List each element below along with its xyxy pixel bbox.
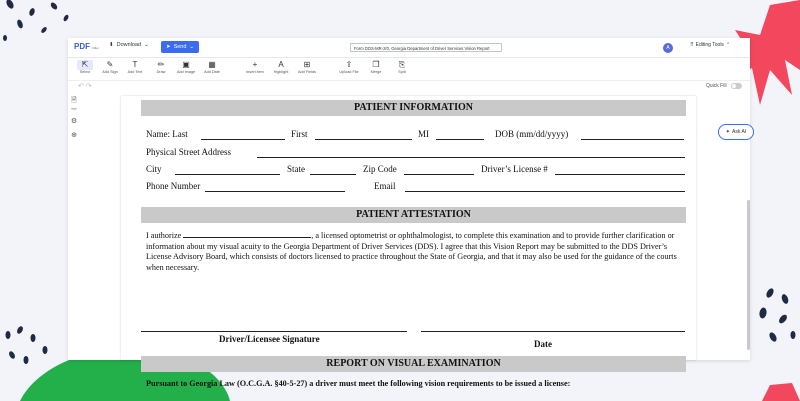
app-logo[interactable]: PDF Filler xyxy=(74,42,99,51)
label-email: Email xyxy=(374,181,396,191)
label-first: First xyxy=(291,129,308,139)
field-signature[interactable] xyxy=(141,331,407,332)
field-mi[interactable] xyxy=(436,139,484,140)
law-text: Pursuant to Georgia Law (O.C.G.A. §40-5-27) a driver must meet the following vision requirements to be issued a license: xyxy=(146,379,571,388)
fields-icon: ⊞ xyxy=(303,60,311,69)
tool-add-fields[interactable]: ⊞ Add Fields xyxy=(293,60,321,74)
download-button[interactable]: ⬇ Download ⌄ xyxy=(109,42,149,48)
undo-redo[interactable] xyxy=(78,82,92,90)
left-sidebar xyxy=(68,96,80,145)
avatar[interactable]: A xyxy=(663,43,673,53)
label-city: City xyxy=(146,164,162,174)
redo-icon[interactable]: ↷ xyxy=(85,83,92,90)
report-visual-exam-header: REPORT ON VISUAL EXAMINATION xyxy=(141,356,686,372)
editing-tools-menu[interactable]: ⠿ Editing Tools ⌃ xyxy=(690,42,731,48)
tool-select[interactable]: ⇱ Select xyxy=(71,60,99,74)
tool-add-date[interactable]: ▦ Add Date xyxy=(198,60,226,74)
label-mi: MI xyxy=(418,129,429,139)
plus-icon: + xyxy=(252,60,258,69)
app-window xyxy=(68,38,750,388)
pdf-page xyxy=(121,96,696,388)
image-icon: ▣ xyxy=(182,60,190,69)
split-icon: ⎘ xyxy=(398,60,406,69)
chevron-up-icon: ⌃ xyxy=(725,42,731,48)
tool-split[interactable]: ⎘ Split xyxy=(388,60,416,74)
download-icon: ⬇ xyxy=(109,42,114,48)
calendar-icon: ▦ xyxy=(208,60,216,69)
label-street: Physical Street Address xyxy=(146,147,231,157)
select-icon: ⇱ xyxy=(77,60,93,70)
field-doctor-name[interactable] xyxy=(183,229,311,238)
sparkle-icon: ✦ xyxy=(725,129,730,135)
field-email[interactable] xyxy=(405,191,685,192)
patient-info-header: PATIENT INFORMATION xyxy=(141,100,686,116)
field-street[interactable] xyxy=(257,157,685,158)
label-zip: Zip Code xyxy=(363,164,397,174)
label-phone: Phone Number xyxy=(146,181,201,191)
toggle-switch[interactable] xyxy=(731,83,742,89)
editing-toolbar xyxy=(68,58,750,81)
vertical-scrollbar[interactable] xyxy=(747,200,750,350)
chevron-down-icon: ⌄ xyxy=(144,42,149,48)
quick-fill-toggle[interactable]: Quick Fill xyxy=(706,83,742,89)
label-license: Driver’s License # xyxy=(481,164,548,174)
grid-icon: ⠿ xyxy=(690,42,694,48)
zoom-icon[interactable]: ⊕ xyxy=(71,132,77,139)
pencil-icon: ✏ xyxy=(157,60,165,69)
label-name-last: Name: Last xyxy=(146,129,188,139)
tool-add-image[interactable]: ▣ Add Image xyxy=(172,60,200,74)
merge-icon: ❐ xyxy=(372,60,380,69)
send-icon: ➤ xyxy=(165,44,171,50)
top-bar xyxy=(68,38,750,58)
label-state: State xyxy=(287,164,305,174)
tool-draw[interactable]: ✏ Draw xyxy=(147,60,175,74)
label-date: Date xyxy=(534,339,552,349)
field-date[interactable] xyxy=(421,331,685,332)
tool-upload-file[interactable]: ⇪ Upload File xyxy=(335,60,363,74)
gear-icon[interactable]: ⚙ xyxy=(70,118,78,125)
field-zip[interactable] xyxy=(404,174,474,175)
ask-ai-button[interactable]: ✦ Ask AI xyxy=(718,124,754,140)
upload-icon: ⇪ xyxy=(345,60,353,69)
send-button[interactable]: ➤ Send ⌄ xyxy=(161,41,199,53)
field-dob[interactable] xyxy=(581,139,684,140)
field-city[interactable] xyxy=(175,174,280,175)
file-name-field[interactable]: Form DDS-MR-2/0, Georgia Department of Driver Services Vision Report xyxy=(350,43,502,52)
field-first-name[interactable] xyxy=(315,139,412,140)
tool-add-sign[interactable]: ✎ Add Sign xyxy=(96,60,124,74)
chevron-down-icon: ⌄ xyxy=(189,44,195,50)
file-text-icon[interactable]: 🗎 TXT xyxy=(71,97,77,111)
field-license[interactable] xyxy=(555,174,685,175)
field-phone[interactable] xyxy=(205,191,345,192)
tool-merge[interactable]: ❐ Merge xyxy=(362,60,390,74)
tool-insert-item[interactable]: + Insert item xyxy=(241,60,269,74)
sign-icon: ✎ xyxy=(106,60,114,69)
field-state[interactable] xyxy=(310,174,356,175)
field-last-name[interactable] xyxy=(201,139,285,140)
label-dob: DOB (mm/dd/yyyy) xyxy=(495,129,569,139)
label-signature: Driver/Licensee Signature xyxy=(219,334,320,344)
tool-add-text[interactable]: T Add Text xyxy=(121,60,149,74)
attestation-paragraph: I authorize , a licensed optometrist or ophthalmologist, to complete this examination and to provide further clarification or information about my visual acuity to the Georgia Department of Driver Services (DDS). I agree that this Vision Report may be submitted to the DDS Driver’s License Advisory Board, which consists of doctors licensed to practice throughout the State of Georgia, and that it may also be used for the guidance of the courts when necessary. xyxy=(146,231,677,272)
undo-icon[interactable]: ↶ xyxy=(78,83,84,90)
text-icon: T xyxy=(132,60,138,69)
highlight-icon: A xyxy=(278,60,284,69)
decor-red-corner-bottom-right xyxy=(762,383,800,401)
tool-highlight[interactable]: A Highlight xyxy=(267,60,295,74)
patient-attestation-header: PATIENT ATTESTATION xyxy=(141,207,686,223)
decor-dots-right xyxy=(745,285,800,355)
